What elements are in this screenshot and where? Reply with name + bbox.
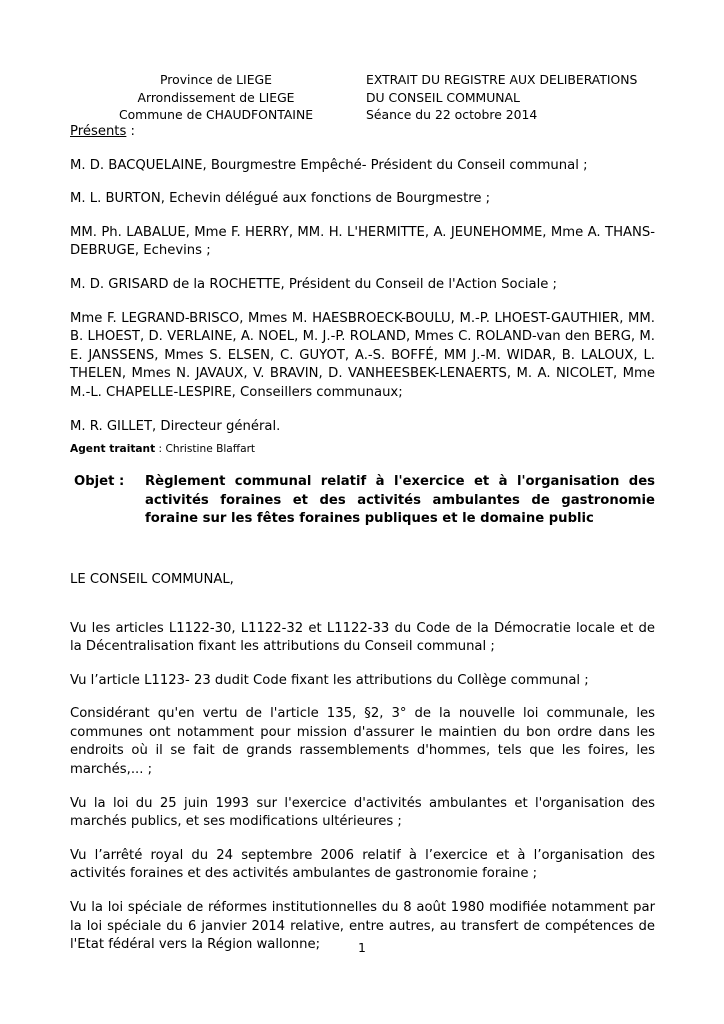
attendee-mayor: M. D. BACQUELAINE, Bourgmestre Empêché- Président du Conseil communal ; [70, 157, 588, 173]
header-register-title: EXTRAIT DU REGISTRE AUX DELIBERATIONS [366, 72, 638, 87]
paragraph-articles-l1122: Vu les articles L1122-30, L1122-32 et L1122-33 du Code de la Démocratie locale et de la Décentralisation fixant les attributions du Conseil communal ; [70, 620, 655, 655]
objet-label: Objet : [74, 474, 125, 490]
attendee-aldermen: MM. Ph. LABALUE, Mme F. HERRY, MM. H. L'HERMITTE, A. JEUNEHOMME, Mme A. THANS-DEBRUGE, Echevins ; [70, 224, 655, 259]
presents-label: Présents [70, 124, 127, 139]
paragraph-article-l1123: Vu l’article L1123- 23 dudit Code fixant les attributions du Collège communal ; [70, 672, 589, 688]
paragraph-article-135: Considérant qu'en vertu de l'article 135, §2, 3° de la nouvelle loi communale, les communes ont notamment pour mission d'assurer le maintien du bon ordre dans les endroits où il se fait de grands rassemblements d'hommes, tels que les foires, les marchés,... ; [70, 706, 655, 778]
page-number: 1 [358, 940, 366, 955]
paragraph-special-law-1980: Vu la loi spéciale de réformes institutionnelles du 8 août 1980 modifiée notamment par la loi spéciale du 6 janvier 2014 relative, entre autres, au transfert de compétences de l'Etat fédéral vers la Région wallonne; [70, 900, 655, 953]
attendee-councillors: Mme F. LEGRAND-BRISCO, Mmes M. HAESBROECK-BOULU, M.-P. LHOEST-GAUTHIER, MM. B. LHOEST, D. VERLAINE, A. NOEL, M. J.-P. ROLAND, Mmes C. ROLAND-van den BERG, M. E. JANSSENS, Mmes S. ELSEN, C. GUYOT, A.-S. BOFFÉ, MM J.-M. WIDAR, B. LALOUX, L. THELEN, Mmes N. JAVAUX, V. BRAVIN, D. VANHEESBEK-LENAERTS, M. A. NICOLET, Mme M.-L. CHAPELLE-LESPIRE, Conseillers communaux; [70, 310, 655, 400]
agent-name: : Christine Blaffart [155, 443, 256, 456]
presents-heading [70, 123, 655, 142]
council-heading: LE CONSEIL COMMUNAL, [70, 571, 234, 587]
objet-section [74, 473, 655, 529]
header-arrondissement: Arrondissement de LIEGE [137, 89, 295, 105]
presents-suffix: : [126, 124, 135, 139]
paragraph-law-1993: Vu la loi du 25 juin 1993 sur l'exercice d'activités ambulantes et l'organisation des marchés publics, et ses modifications ultérieures ; [70, 795, 655, 830]
document-body [70, 123, 655, 970]
agent-line [70, 442, 655, 456]
header-register-block [366, 71, 666, 124]
header-commune: Commune de CHAUDFONTAINE [118, 107, 314, 122]
header-commune-block [100, 71, 332, 124]
attendee-cpas-president: M. D. GRISARD de la ROCHETTE, Président du Conseil de l'Action Sociale ; [70, 276, 557, 292]
header-province: Province de LIEGE [160, 72, 272, 87]
header-council-name: DU CONSEIL COMMUNAL [366, 89, 520, 105]
paragraph-royal-decree-2006: Vu l’arrêté royal du 24 septembre 2006 relatif à l’exercice et à l’organisation des activités foraines et des activités ambulantes de gastronomie foraine ; [70, 847, 655, 882]
agent-label: Agent traitant [70, 443, 156, 456]
attendee-director-general: M. R. GILLET, Directeur général. [70, 418, 281, 434]
objet-text: Règlement communal relatif à l'exercice et à l'organisation des activités foraines et des activités ambulantes de gastronomie foraine sur les fêtes foraines publiques et le domaine public [145, 474, 655, 527]
header-session-date: Séance du 22 octobre 2014 [366, 107, 538, 122]
attendee-delegate-mayor: M. L. BURTON, Echevin délégué aux fonctions de Bourgmestre ; [70, 191, 491, 207]
